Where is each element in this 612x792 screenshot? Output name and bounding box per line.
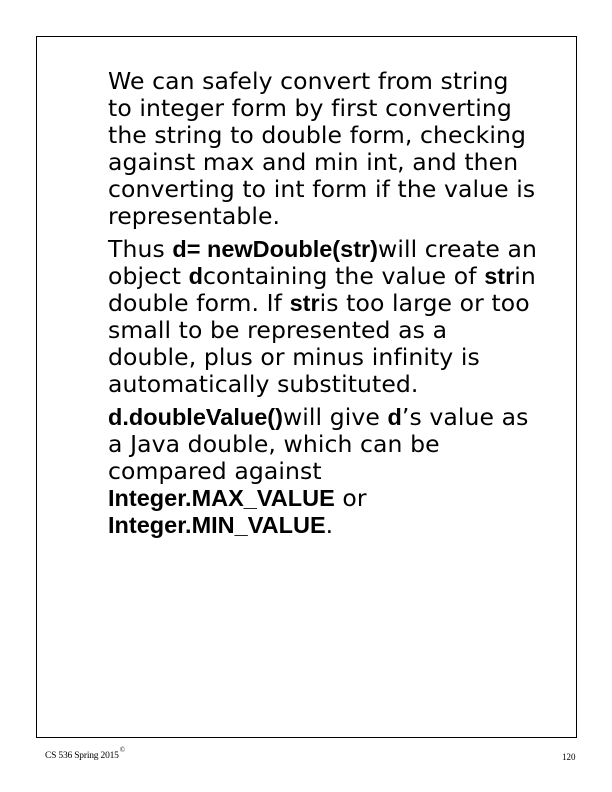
text-run: or (334, 484, 367, 512)
text-run: will create an object (108, 235, 538, 290)
text-run: containing the value of (202, 262, 485, 290)
course-text: CS 536 Spring 2015 (45, 751, 119, 761)
text-run: Thus (108, 235, 173, 263)
text-run: . (325, 511, 334, 539)
text-run: will give (282, 403, 388, 431)
code-run: d= newDouble(str) (172, 236, 378, 262)
slide-content (108, 68, 538, 545)
text-run: is too large or too small to be represented as a double, plus or minus infinity is automatically substituted. (108, 289, 530, 398)
paragraph-double-value (108, 404, 538, 539)
paragraph-conversion-intro: We can safely convert from string to integer form by first converting the string to double form, checking against max and min int, and then converting to int form if the value is representable. (108, 67, 536, 230)
footer-course-label (45, 746, 125, 761)
text-run: in double form. If (108, 262, 536, 317)
code-run: Integer.MIN_VALUE (108, 512, 326, 538)
page-number: 120 (562, 752, 576, 762)
code-run: Integer.MAX_VALUE (108, 485, 335, 511)
paragraph-double-object (108, 236, 538, 398)
text-run: ’s value as a Java double, which can be compared against (108, 403, 529, 485)
code-run: str (289, 290, 320, 316)
code-run: d (387, 404, 402, 430)
code-run: d (188, 263, 203, 289)
copyright-mark: © (119, 746, 125, 754)
code-run: d.doubleValue() (108, 404, 283, 430)
code-run: str (484, 263, 515, 289)
